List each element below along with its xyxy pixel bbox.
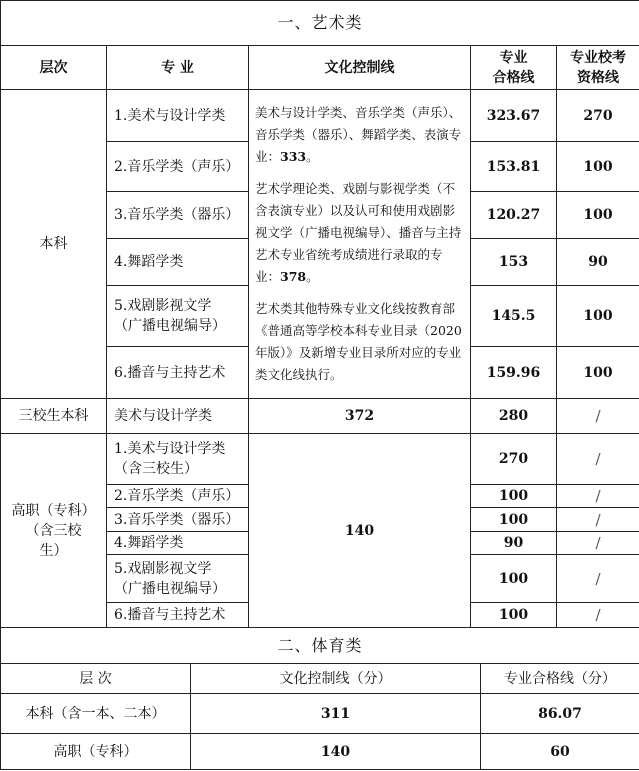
note-paragraph-1: 美术与设计学类、音乐学类（声乐）、音乐学类（器乐）、舞蹈学类、表演专业：333。 <box>255 105 462 164</box>
pass-cell: 100 <box>471 555 557 603</box>
major-cell: 2.音乐学类（声乐） <box>107 142 249 192</box>
sports-header-culture: 文化控制线（分） <box>191 664 481 694</box>
exam-cell: 100 <box>557 347 639 399</box>
sports-culture-cell: 140 <box>191 734 481 770</box>
gaozhi-label: 高职（专科） （含三校 生） <box>1 434 107 628</box>
major-cell: 4.舞蹈学类 <box>107 239 249 286</box>
major-cell: 2.音乐学类（声乐） <box>107 485 249 508</box>
major-cell: 5.戏剧影视文学 （广播电视编导） <box>107 286 249 347</box>
sports-culture-cell: 311 <box>191 694 481 734</box>
culture-cell: 372 <box>249 399 471 434</box>
sports-table <box>0 627 639 770</box>
exam-cell: 90 <box>557 239 639 286</box>
art-section-title: 一、艺术类 <box>1 1 639 46</box>
pass-cell: 120.27 <box>471 192 557 239</box>
benke-culture-notes <box>249 90 471 399</box>
major-cell: 1.美术与设计学类 （含三校生） <box>107 434 249 485</box>
sports-section-title: 二、体育类 <box>1 628 639 664</box>
sports-header-pass: 专业合格线（分） <box>481 664 639 694</box>
major-cell: 5.戏剧影视文学 （广播电视编导） <box>107 555 249 603</box>
pass-cell: 270 <box>471 434 557 485</box>
header-culture: 文化控制线 <box>249 46 471 90</box>
major-cell: 6.播音与主持艺术 <box>107 347 249 399</box>
pass-cell: 100 <box>471 508 557 532</box>
exam-cell: / <box>557 485 639 508</box>
exam-cell: / <box>557 508 639 532</box>
exam-cell: / <box>557 603 639 628</box>
art-header-row <box>1 46 639 90</box>
major-cell: 3.音乐学类（器乐） <box>107 192 249 239</box>
major-cell: 6.播音与主持艺术 <box>107 603 249 628</box>
exam-cell: 100 <box>557 142 639 192</box>
table-row <box>1 694 639 734</box>
header-pass-line: 专业 合格线 <box>471 46 557 90</box>
exam-cell: / <box>557 399 639 434</box>
sanxiao-label: 三校生本科 <box>1 399 107 434</box>
table-row <box>1 434 639 485</box>
header-major: 专 业 <box>107 46 249 90</box>
note-paragraph-3: 艺术类其他特殊专业文化线按教育部《普通高等学校本科专业目录（2020年版）》及新增专业目录所对应的专业类文化线执行。 <box>255 301 462 382</box>
table-row <box>1 90 639 142</box>
pass-cell: 323.67 <box>471 90 557 142</box>
exam-cell: / <box>557 532 639 555</box>
major-cell: 4.舞蹈学类 <box>107 532 249 555</box>
sports-level-cell: 本科（含一本、二本） <box>1 694 191 734</box>
pass-cell: 159.96 <box>471 347 557 399</box>
pass-cell: 100 <box>471 485 557 508</box>
sports-header-row <box>1 664 639 694</box>
header-exam-line: 专业校考 资格线 <box>557 46 639 90</box>
pass-cell: 145.5 <box>471 286 557 347</box>
pass-cell: 100 <box>471 603 557 628</box>
exam-cell: 100 <box>557 192 639 239</box>
major-cell: 美术与设计学类 <box>107 399 249 434</box>
exam-cell: / <box>557 434 639 485</box>
table-row <box>1 734 639 770</box>
sports-pass-cell: 86.07 <box>481 694 639 734</box>
exam-cell: / <box>557 555 639 603</box>
major-cell: 3.音乐学类（器乐） <box>107 508 249 532</box>
header-level: 层次 <box>1 46 107 90</box>
sports-level-cell: 高职（专科） <box>1 734 191 770</box>
benke-label: 本科 <box>1 90 107 399</box>
major-cell: 1.美术与设计学类 <box>107 90 249 142</box>
pass-cell: 153.81 <box>471 142 557 192</box>
exam-cell: 100 <box>557 286 639 347</box>
exam-cell: 270 <box>557 90 639 142</box>
note-paragraph-2: 艺术学理论类、戏剧与影视学类（不含表演专业）以及认可和使用戏剧影视文学（广播电视编导）、播音与主持艺术专业省统考成绩进行录取的专业：378。 <box>255 181 462 284</box>
pass-cell: 280 <box>471 399 557 434</box>
sports-pass-cell: 60 <box>481 734 639 770</box>
pass-cell: 153 <box>471 239 557 286</box>
pass-cell: 90 <box>471 532 557 555</box>
table-row <box>1 399 639 434</box>
sports-header-level: 层 次 <box>1 664 191 694</box>
gaozhi-culture: 140 <box>249 434 471 628</box>
